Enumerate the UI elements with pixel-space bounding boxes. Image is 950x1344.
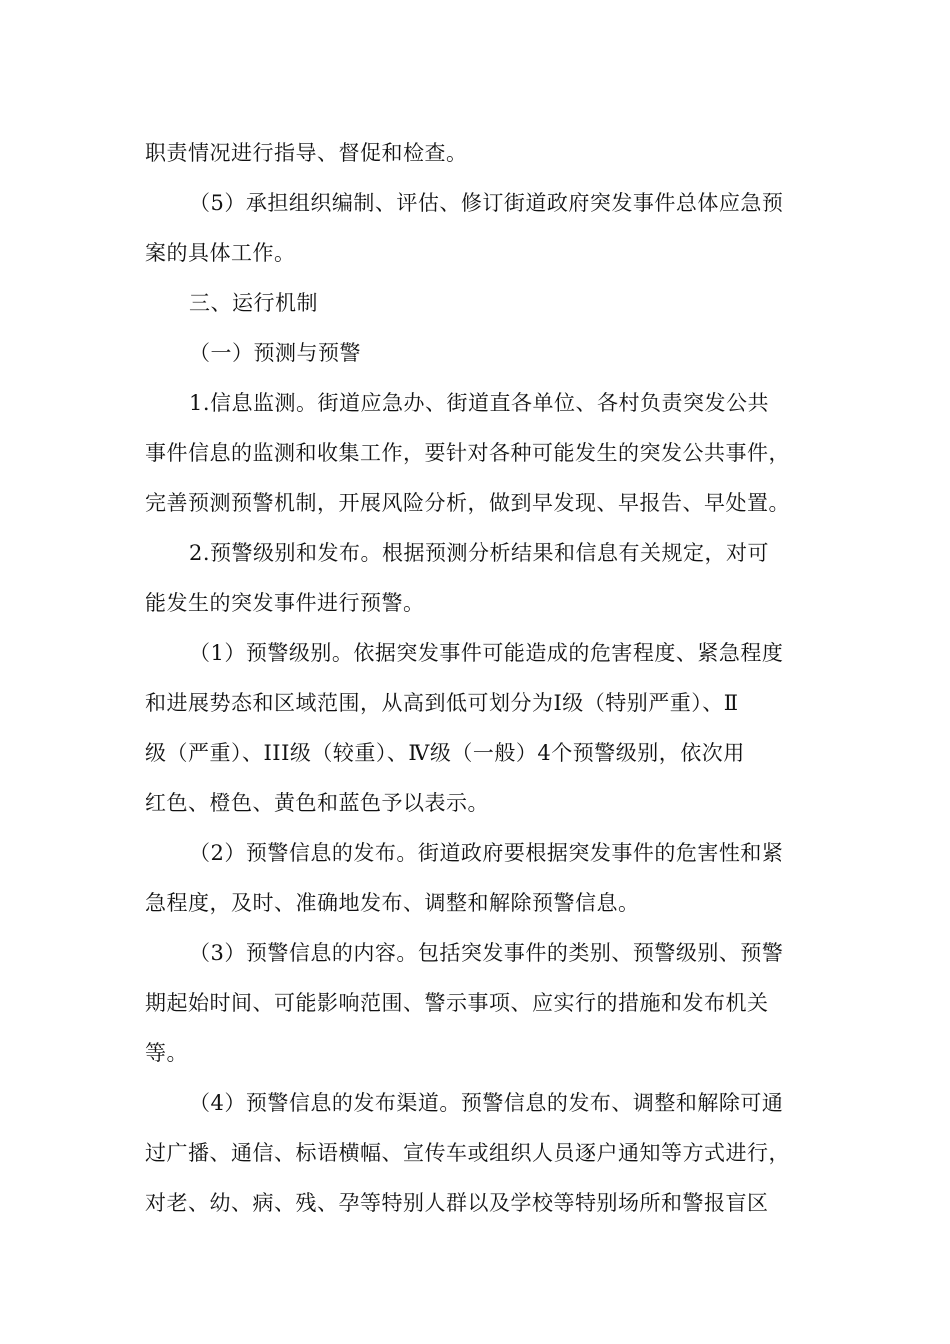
paragraph-line: （5）承担组织编制、评估、修订街道政府突发事件总体应急预 — [189, 191, 784, 215]
paragraph-line: （1）预警级别。依据突发事件可能造成的危害程度、紧急程度 — [189, 641, 784, 665]
paragraph-line: 1.信息监测。街道应急办、街道直各单位、各村负责突发公共 — [189, 391, 770, 415]
paragraph-line: 红色、橙色、黄色和蓝色予以表示。 — [145, 791, 489, 815]
subsection-heading: （一）预测与预警 — [189, 341, 361, 365]
section-heading: 三、运行机制 — [189, 291, 318, 315]
paragraph-line: 能发生的突发事件进行预警。 — [145, 591, 425, 615]
paragraph-line: 等。 — [145, 1041, 188, 1065]
paragraph-line: （4）预警信息的发布渠道。预警信息的发布、调整和解除可通 — [189, 1091, 784, 1115]
paragraph-line: 职责情况进行指导、督促和检查。 — [145, 141, 468, 165]
paragraph-line: 2.预警级别和发布。根据预测分析结果和信息有关规定，对可 — [189, 541, 770, 565]
paragraph-line: （3）预警信息的内容。包括突发事件的类别、预警级别、预警 — [189, 941, 784, 965]
paragraph-line: 过广播、通信、标语横幅、宣传车或组织人员逐户通知等方式进行， — [145, 1141, 790, 1165]
paragraph-line: 急程度，及时、准确地发布、调整和解除预警信息。 — [145, 891, 640, 915]
paragraph-line: 事件信息的监测和收集工作，要针对各种可能发生的突发公共事件， — [145, 441, 790, 465]
paragraph-line: （2）预警信息的发布。街道政府要根据突发事件的危害性和紧 — [189, 841, 784, 865]
paragraph-line: 对老、幼、病、残、孕等特别人群以及学校等特别场所和警报盲区 — [145, 1191, 769, 1215]
paragraph-line: 级（严重）、III级（较重）、Ⅳ级（一般）4个预警级别，依次用 — [145, 741, 745, 765]
paragraph-line: 期起始时间、可能影响范围、警示事项、应实行的措施和发布机关 — [145, 991, 769, 1015]
paragraph-line: 完善预测预警机制，开展风险分析，做到早发现、早报告、早处置。 — [145, 491, 790, 515]
paragraph-line: 和进展势态和区域范围，从高到低可划分为Ⅰ级（特别严重）、Ⅱ — [145, 691, 739, 715]
paragraph-line: 案的具体工作。 — [145, 241, 296, 265]
document-body — [145, 128, 810, 1228]
